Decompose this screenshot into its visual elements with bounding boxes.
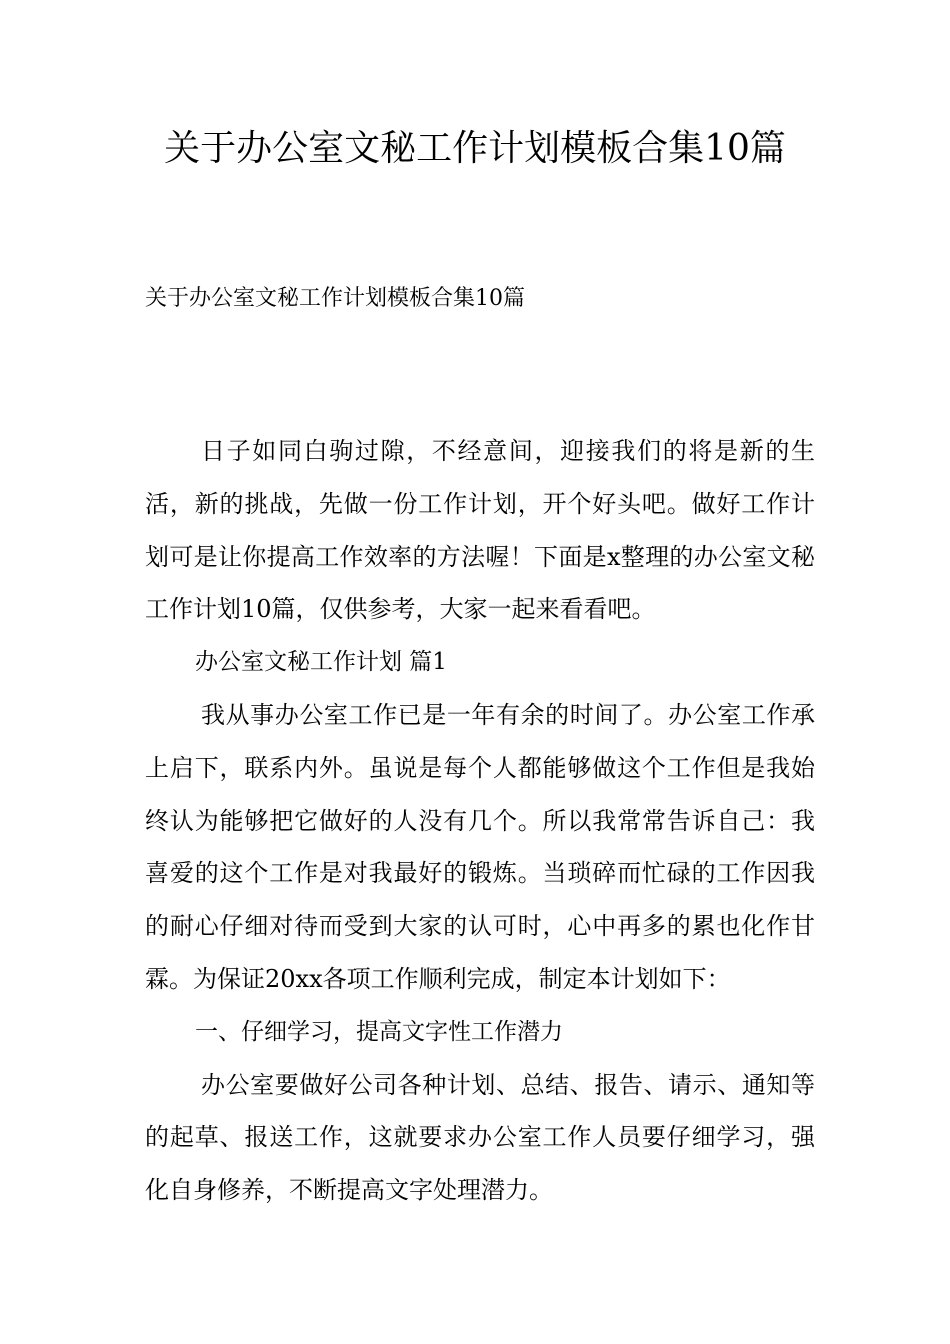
document-subtitle: 关于办公室文秘工作计划模板合集10篇 — [145, 286, 525, 311]
body-paragraph-2: 办公室要做好公司各种计划、总结、报告、请示、通知等的起草、报送工作，这就要求办公室工作人员要仔细学习，强化自身修养，不断提高文字处理潜力。 — [145, 1070, 815, 1205]
document-title: 关于办公室文秘工作计划模板合集10篇 — [164, 128, 786, 169]
body-paragraph-1: 我从事办公室工作已是一年有余的时间了。办公室工作承上启下，联系内外。虽说是每个人都能够做这个工作但是我始终认为能够把它做好的人没有几个。所以我常常告诉自己：我喜爱的这个工作是对我最好的锻炼。当琐碎而忙碌的工作因我的耐心仔细对待而受到大家的认可时，心中再多的累也化作甘霖。为保证20xx各项工作顺利完成，制定本计划如下： — [145, 700, 815, 993]
intro-paragraph: 日子如同白驹过隙，不经意间，迎接我们的将是新的生活，新的挑战，先做一份工作计划，开个好头吧。做好工作计划可是让你提高工作效率的方法喔！下面是x整理的办公室文秘工作计划10篇，仅供参考，大家一起来看看吧。 — [145, 437, 815, 624]
sub-heading-1: 一、仔细学习，提高文字性工作潜力 — [195, 1018, 563, 1045]
section-heading: 办公室文秘工作计划 篇1 — [195, 649, 447, 676]
document-body — [145, 425, 815, 1217]
